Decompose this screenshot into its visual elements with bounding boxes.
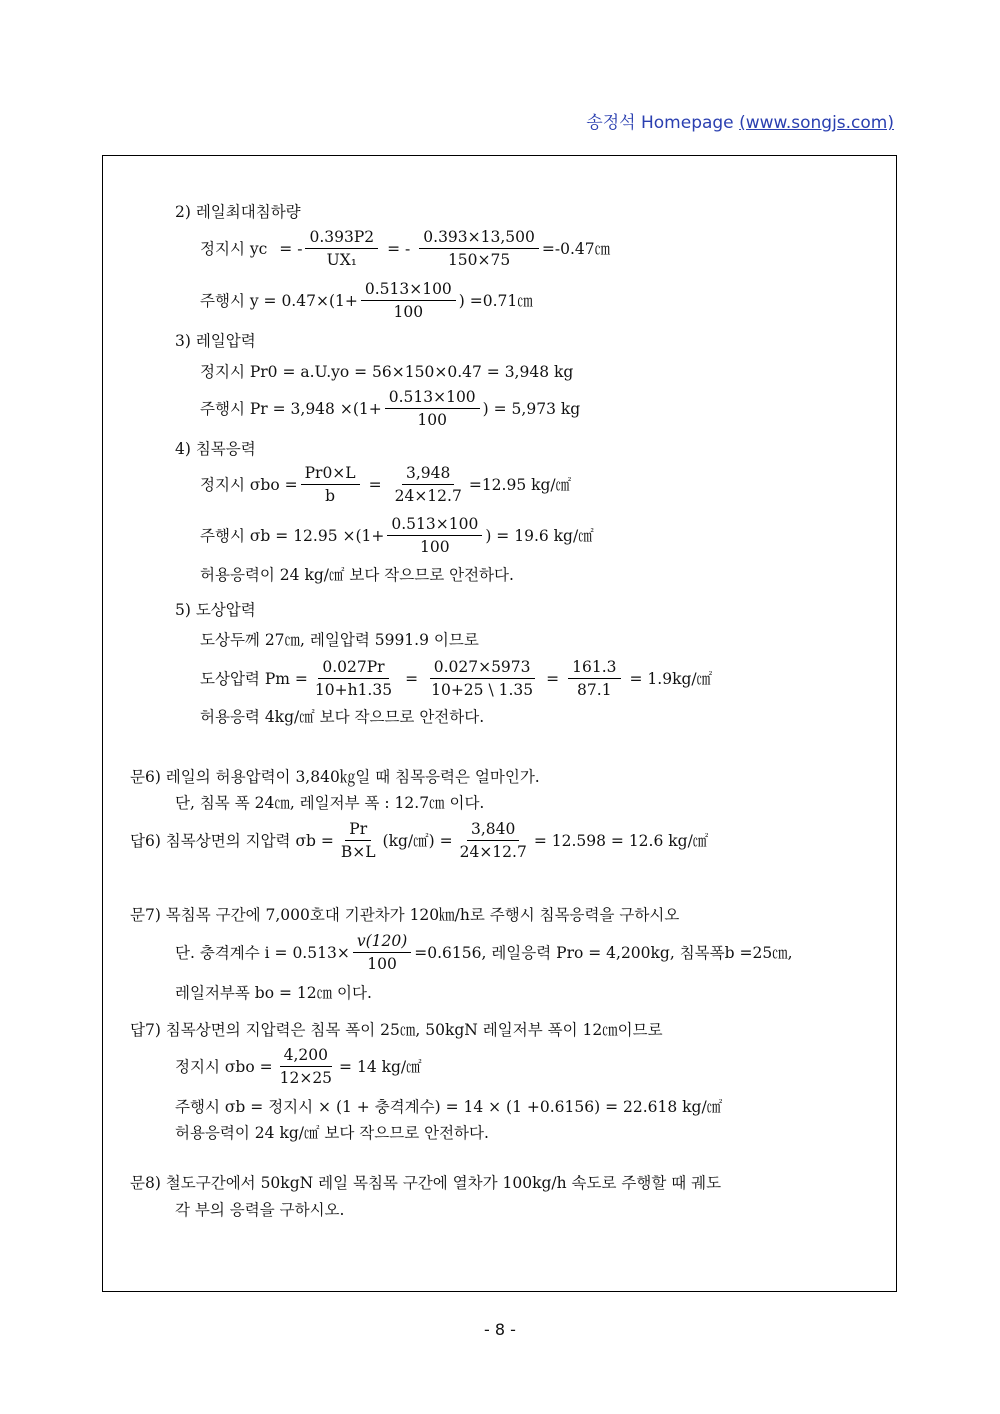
- question-6-condition: 단, 침목 폭 24㎝, 레일저부 폭 : 12.7㎝ 이다.: [175, 794, 485, 812]
- fraction: $\frac{0.513\times 100}{100}$: [385, 388, 480, 429]
- header-author: 송정석: [586, 113, 636, 133]
- section-4-conclusion: 허용응력이 24 kg/㎠ 보다 작으므로 안전하다.: [200, 566, 514, 584]
- fraction: $\frac{4,200}{12\times 25}$: [279, 1046, 333, 1087]
- section-4-running-stress: 주행시 σb = 12.95 ×(1+ $\frac{0.513\times 100}{100}$ ) = 19.6 kg/㎠: [200, 515, 594, 556]
- fraction: $\frac{0.393P2}{\text{UX₁}}$: [305, 228, 378, 269]
- section-5-conclusion: 허용응력 4kg/㎠ 보다 작으므로 안전하다.: [200, 708, 485, 726]
- question-8: 문8) 철도구간에서 50kgN 레일 목침목 구간에 열차가 100kg/h 속도로 주행할 때 궤도: [130, 1174, 722, 1192]
- page-number: - 8 -: [484, 1320, 516, 1339]
- question-7: 문7) 목침목 구간에 7,000호대 기관차가 120㎞/h로 주행시 침목응력을 구하시오: [130, 906, 680, 924]
- fraction: $\frac{161.3}{87.1}$: [568, 658, 620, 699]
- fraction: $\frac{0.027Pr}{10+h1.35}$: [314, 658, 393, 699]
- fraction: $\frac{3,840}{24\times 12.7}$: [459, 820, 527, 861]
- answer-7: 답7) 침목상면의 지압력은 침목 폭이 25㎝, 50kgN 레일저부 폭이 12㎝이므로: [130, 1021, 663, 1039]
- section-2-running-deflection: 주행시 y = 0.47×(1+ $\frac{0.513\times 100}{100}$ ) =0.71㎝: [200, 280, 533, 321]
- fraction: $\frac{3,948}{24\times 12.7}$: [394, 464, 462, 505]
- answer-7-conclusion: 허용응력이 24 kg/㎠ 보다 작으므로 안전하다.: [175, 1124, 489, 1142]
- fraction: $\frac{0.513\times 100}{100}$: [387, 515, 482, 556]
- header-site: Homepage: [640, 113, 734, 133]
- section-3-static-pressure: 정지시 Pr0 = a.U.yo = 56×150×0.47 = 3,948 kg: [200, 363, 574, 381]
- fraction: $\frac{0.027\times 5973}{10+25 \backslash 1.35}$: [431, 658, 534, 699]
- section-2-title: 2) 레일최대침하량: [175, 203, 301, 221]
- section-4-title: 4) 침목응력: [175, 440, 256, 458]
- answer-7-static: 정지시 σbo = $\frac{4,200}{12\times 25}$ = 14 kg/㎠: [175, 1046, 422, 1087]
- section-4-static-stress: 정지시 σbo = $\frac{Pr0\times L}{b}$ = $\frac{3,948}{24\times 12.7}$ =12.95 kg/㎠: [200, 464, 572, 505]
- section-3-running-pressure: 주행시 Pr = 3,948 ×(1+ $\frac{0.513\times 100}{100}$ ) = 5,973 kg: [200, 388, 581, 429]
- question-8-line-2: 각 부의 응력을 구하시오.: [175, 1201, 345, 1219]
- header-url-link[interactable]: (www.songjs.com): [739, 113, 894, 133]
- section-5-title: 5) 도상압력: [175, 601, 256, 619]
- question-7-condition-2: 레일저부폭 bo = 12㎝ 이다.: [175, 984, 372, 1002]
- answer-7-running: 주행시 σb = 정지시 × (1 + 충격계수) = 14 × (1 +0.6156) = 22.618 kg/㎠: [175, 1098, 723, 1116]
- answer-6: 답6) 침목상면의 지압력 σb = $\frac{Pr}{B\times L}$ (kg/㎠) = $\frac{3,840}{24\times 12.7}$ = 12.598 = 12.6 kg/㎠: [130, 820, 709, 861]
- section-5-given: 도상두께 27㎝, 레일압력 5991.9 이므로: [200, 631, 479, 649]
- question-7-condition: 단. 충격계수 i = 0.513× $\frac{v(120)}{100}$ =0.6156, 레일응력 Pro = 4,200kg, 침목폭b =25㎝,: [175, 932, 793, 973]
- section-3-title: 3) 레일압력: [175, 332, 256, 350]
- section-5-ballast-pressure: 도상압력 Pm = $\frac{0.027Pr}{10+h1.35}$ = $\frac{0.027\times 5973}{10+25 \backslash 1.35}$ = $\frac{161.3}{87.1}$ = 1.9kg/㎠: [200, 658, 713, 699]
- fraction: $\frac{0.393\times 13,500}{150\times 75}$: [419, 228, 539, 269]
- section-2-static-deflection: 정지시 yc = - $\frac{0.393P2}{\text{UX₁}}$ = - $\frac{0.393\times 13,500}{150\times 75}$ =-0.47㎝: [200, 228, 611, 269]
- question-6: 문6) 레일의 허용압력이 3,840㎏일 때 침목응력은 얼마인가.: [130, 768, 540, 786]
- fraction: $\frac{Pr0\times L}{b}$: [301, 464, 360, 505]
- fraction: $\frac{Pr}{B\times L}$: [340, 820, 376, 861]
- fraction: $\frac{0.513\times 100}{100}$: [361, 280, 456, 321]
- fraction: $\frac{v(120)}{100}$: [353, 932, 411, 973]
